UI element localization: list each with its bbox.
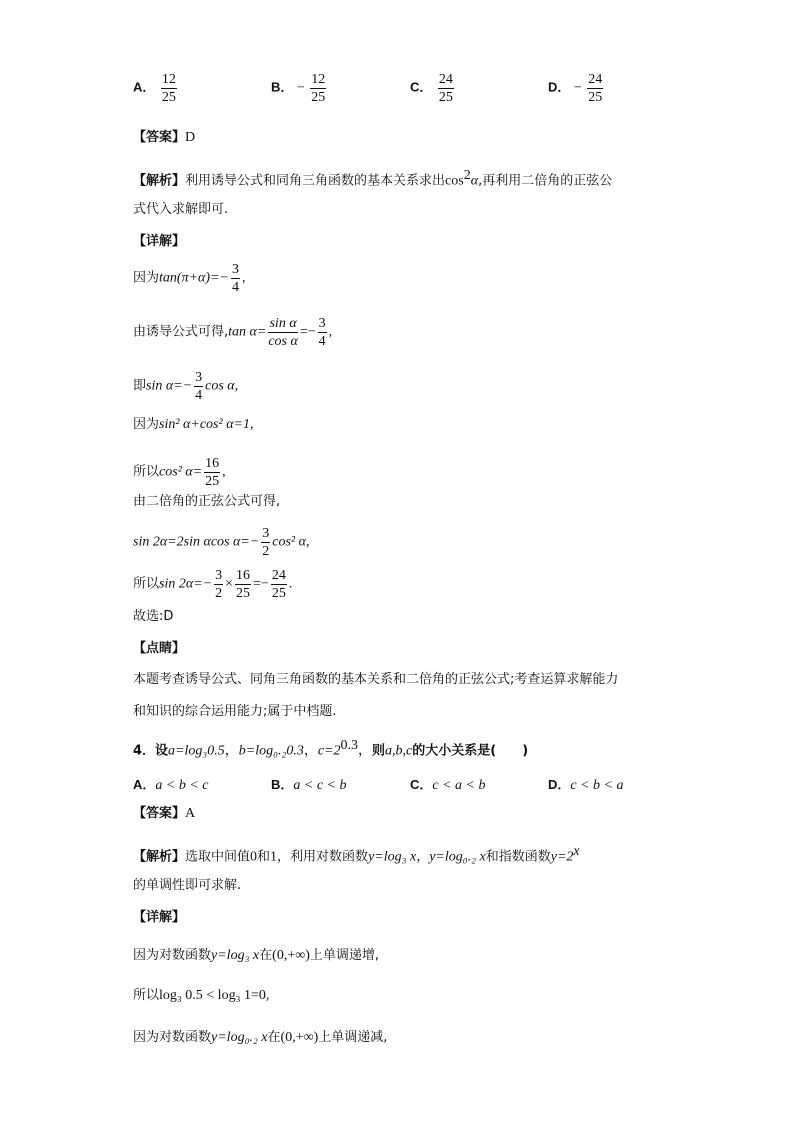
fraction: $\frac{3}{2}$ (262, 526, 270, 559)
q4-answer-line: 【答案】A (133, 806, 196, 821)
fraction: $\frac{12}{25}$ (161, 72, 176, 105)
option-c (410, 72, 456, 105)
fraction: $\frac{24}{25}$ (588, 72, 603, 105)
option-d: D． − $\frac{24}{25}$ (548, 72, 603, 105)
answer-line (133, 128, 195, 148)
q4-step-1: 因为对数函数y=log₃ x在(0,+∞)上单调递增, (133, 948, 380, 963)
fraction: $\frac{16}{25}$ (205, 456, 220, 489)
fraction: $\frac{3}{4}$ (231, 262, 239, 295)
fraction: $\frac{3}{4}$ (195, 370, 203, 403)
fraction: $\frac{16}{25}$ (236, 568, 251, 601)
option-label: B． (271, 79, 294, 95)
step-4: 因为sin² α+cos² α=1, (133, 417, 254, 432)
q4-analysis-line-2: 的单调性即可求解. (133, 878, 242, 893)
q4-option-c: C．c < a < b (410, 777, 486, 793)
q4-step-3: 因为对数函数y=log₀.₂ x在(0,+∞)上单调递减, (133, 1030, 388, 1045)
step-6: 由二倍角的正弦公式可得, (133, 494, 281, 509)
option-b: B． − $\frac{12}{25}$ (271, 72, 326, 105)
comment-heading: 【点睛】 (133, 641, 186, 656)
step-8: 所以sin 2α=− $\frac{3}{2}$ × $\frac{16}{25}$ =− $\frac{24}{25}$ . (133, 568, 293, 601)
fraction: $\frac{\text{sin α}}{\text{cos α}}$ (268, 316, 298, 349)
detail-heading: 【详解】 (133, 234, 186, 249)
option-label: D． (548, 79, 571, 95)
q4-step-2: 所以log₃ 0.5 < log₃ 1=0, (133, 988, 270, 1003)
q4-option-a: A．a < b < c (133, 777, 209, 793)
comment-line-2: 和知识的综合运用能力;属于中档题. (133, 704, 337, 719)
step-2: 由诱导公式可得,tan α= $\frac{\text{sin α}}{\text{cos α}}$ =− $\frac{3}{4}$ , (133, 316, 333, 349)
answer-tag: 【答案】 (133, 130, 186, 145)
fraction: $\frac{3}{4}$ (318, 316, 326, 349)
option-label: A． (133, 79, 156, 95)
fraction: $\frac{12}{25}$ (311, 72, 326, 105)
analysis-line-1: 【解析】利用诱导公式和同角三角函数的基本关系求出$\cos^2\alpha$,再利用二倍角的正弦公 (133, 168, 613, 189)
q4-option-d: D．c < b < a (548, 777, 624, 793)
q4-option-b: B．a < c < b (271, 777, 347, 793)
option-label: C． (410, 79, 433, 95)
step-1: 因为tan(π+α)=− $\frac{3}{4}$ , (133, 262, 246, 295)
fraction: $\frac{3}{2}$ (215, 568, 223, 601)
answer-value: D (185, 130, 196, 145)
step-5: 所以cos² α= $\frac{16}{25}$ , (133, 456, 226, 489)
step-9: 故选:D (133, 609, 174, 624)
analysis-tag: 【解析】 (133, 173, 186, 189)
analysis-line-2: 式代入求解即可. (133, 202, 229, 217)
step-3: 即sin α=− $\frac{3}{4}$ cos α, (133, 370, 239, 403)
option-a (133, 72, 179, 105)
question-4-stem: 4．设a=log₃0.5，b=log₀.₂0.3，$c=2^{0.3}$，则a,b,c的大小关系是( ) (133, 738, 529, 759)
q4-analysis-line-1: 【解析】选取中间值0和1，利用对数函数y=log₃ x，y=log₀.₂ x和指数函数$y=2^x$ (133, 844, 580, 865)
fraction: $\frac{24}{25}$ (438, 72, 453, 105)
fraction: $\frac{24}{25}$ (271, 568, 286, 601)
comment-line-1: 本题考查诱导公式、同角三角函数的基本关系和二倍角的正弦公式;考查运算求解能力 (133, 672, 619, 687)
step-7: sin 2α=2sin αcos α=− $\frac{3}{2}$ cos² α, (133, 526, 310, 559)
q4-detail-heading: 【详解】 (133, 910, 186, 925)
